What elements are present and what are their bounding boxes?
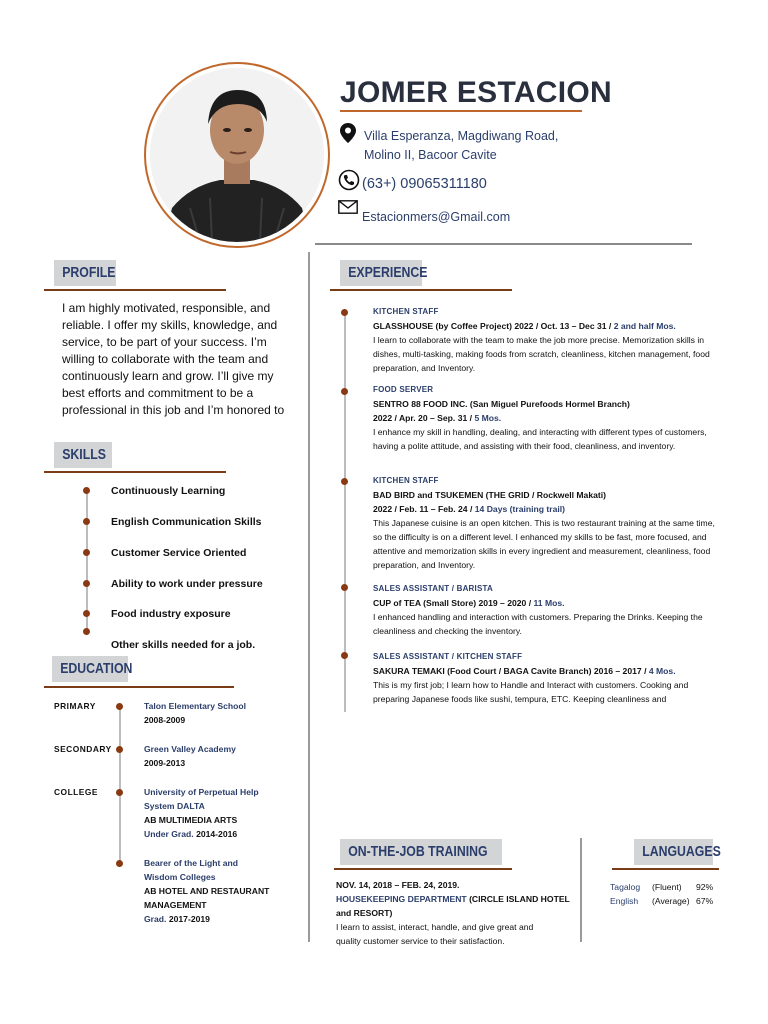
skill-dot — [83, 610, 90, 617]
skill-item: Continuously Learning — [111, 485, 226, 497]
experience-dot — [341, 478, 348, 485]
education-entry: Bearer of the Light and Wisdom Colleges AB HOTEL AND RESTAURANT MANAGEMENT Grad. 2017-2019 — [144, 858, 270, 924]
skill-dot — [83, 549, 90, 556]
education-rule — [44, 686, 234, 688]
training-entry: NOV. 14, 2018 – FEB. 24, 2019. HOUSEKEEPING DEPARTMENT (CIRCLE ISLAND HOTEL and RESORT) I learn to assist, interact, handle, and give great and quality customer service to their satisfaction. — [336, 880, 570, 946]
profile-text: I am highly motivated, responsible, and reliable. I offer my skills, knowledge, and service, to be part of your success. I’m willing to collaborate with the team and continuously learn and grow. I’ll give my best efforts and commitment to be a professional in this job and I’m honored to — [62, 301, 285, 417]
experience-dot — [341, 309, 348, 316]
experience-entry: SALES ASSISTANT / KITCHEN STAFF SAKURA TEMAKI (Food Court / BAGA Cavite Branch) 2016 – 2017 / 4 Mos. This is my first job; I learn how to Handle and Interact with customers. Cooking and preparing Japanese foods like sushi, tempura, ETC. Keeping cleanliness and — [373, 652, 689, 704]
education-level: PRIMARY — [54, 701, 96, 711]
experience-dot — [341, 652, 348, 659]
experience-heading: EXPERIENCE — [340, 260, 422, 286]
education-entry: Green Valley Academy 2009-2013 — [144, 744, 236, 768]
experience-dot — [341, 388, 348, 395]
training-languages-divider — [580, 838, 582, 942]
education-dot — [116, 746, 123, 753]
skill-item: English Communication Skills — [111, 516, 262, 528]
candidate-name: JOMER ESTACION — [340, 76, 613, 109]
skill-item: Food industry exposure — [111, 608, 231, 620]
education-timeline — [119, 706, 121, 866]
education-dot — [116, 703, 123, 710]
header-divider — [315, 243, 692, 245]
skill-dot — [83, 580, 90, 587]
name-underline — [340, 110, 582, 112]
languages-heading: LANGUAGES — [634, 839, 713, 865]
experience-dot — [341, 584, 348, 591]
experience-entry: FOOD SERVER SENTRO 88 FOOD INC. (San Miguel Purefoods Hormel Branch) 2022 / Apr. 20 – Sep. 31 / 5 Mos. I enhance my skill in handling, dealing, and interacting with different types of customers, having a polite attitude, and assisting with their food, cleanliness, and inventory. — [373, 385, 707, 451]
experience-entry: KITCHEN STAFF BAD BIRD and TSUKEMEN (THE GRID / Rockwell Makati) 2022 / Feb. 11 – Feb. 24 / 14 Days (training trail) This Japanese cuisine is an open kitchen. This is two restaurant training at the same time, so the difficulty is on a different level. I enhanced my skills to be fast, more focused, and attentive and memorization skills in every ingredient and measurement, cleanliness, food preparation, and Inventory. — [373, 476, 715, 570]
education-heading: EDUCATION — [52, 656, 128, 682]
column-divider — [308, 252, 310, 942]
skill-item: Ability to work under pressure — [111, 578, 263, 590]
education-level: SECONDARY — [54, 744, 112, 754]
profile-heading: PROFILE — [54, 260, 116, 286]
address-line-2: Molino II, Bacoor Cavite — [364, 148, 497, 162]
envelope-icon — [338, 199, 358, 213]
education-entry: Talon Elementary School 2008-2009 — [144, 701, 247, 725]
location-pin-icon — [340, 123, 356, 143]
skill-dot — [83, 487, 90, 494]
profile-rule — [44, 289, 226, 291]
language-row: Tagalog (Fluent) 92% — [610, 882, 714, 892]
languages-rule — [612, 868, 719, 870]
skills-heading: SKILLS — [54, 442, 112, 468]
phone-icon — [338, 169, 360, 191]
skill-dot — [83, 628, 90, 635]
language-row: English (Average) 67% — [610, 896, 714, 906]
skills-rule — [44, 471, 226, 473]
address-line-1: Villa Esperanza, Magdiwang Road, — [364, 129, 559, 143]
training-heading: ON-THE-JOB TRAINING — [340, 839, 502, 865]
experience-entry: SALES ASSISTANT / BARISTA CUP of TEA (Small Store) 2019 – 2020 / 11 Mos. I enhanced handling and interaction with customers. Preparing the Drinks. Keeping the cleanliness and checking the inventory. — [373, 584, 703, 636]
education-dot — [116, 860, 123, 867]
email-address: Estacionmers@Gmail.com — [362, 210, 511, 224]
experience-entry: KITCHEN STAFF GLASSHOUSE (by Coffee Project) 2022 / Oct. 13 – Dec 31 / 2 and half Mos. I learn to collaborate with the team to make the job more precise. Memorization skills in dishes, multi-tasking, making foods from scratch, cleanliness, kitchen management, food preparation, and Inventory. — [373, 307, 710, 373]
skill-item: Customer Service Oriented — [111, 547, 247, 559]
skill-dot — [83, 518, 90, 525]
education-dot — [116, 789, 123, 796]
skill-item: Other skills needed for a job. — [111, 639, 256, 651]
experience-rule — [330, 289, 512, 291]
training-rule — [334, 868, 512, 870]
education-level: COLLEGE — [54, 787, 98, 797]
profile-photo — [150, 68, 324, 242]
phone-number: (63+) 09065311180 — [362, 176, 487, 192]
education-entry: University of Perpetual Help System DALTA AB MULTIMEDIA ARTS Under Grad. 2014-2016 — [144, 787, 259, 839]
